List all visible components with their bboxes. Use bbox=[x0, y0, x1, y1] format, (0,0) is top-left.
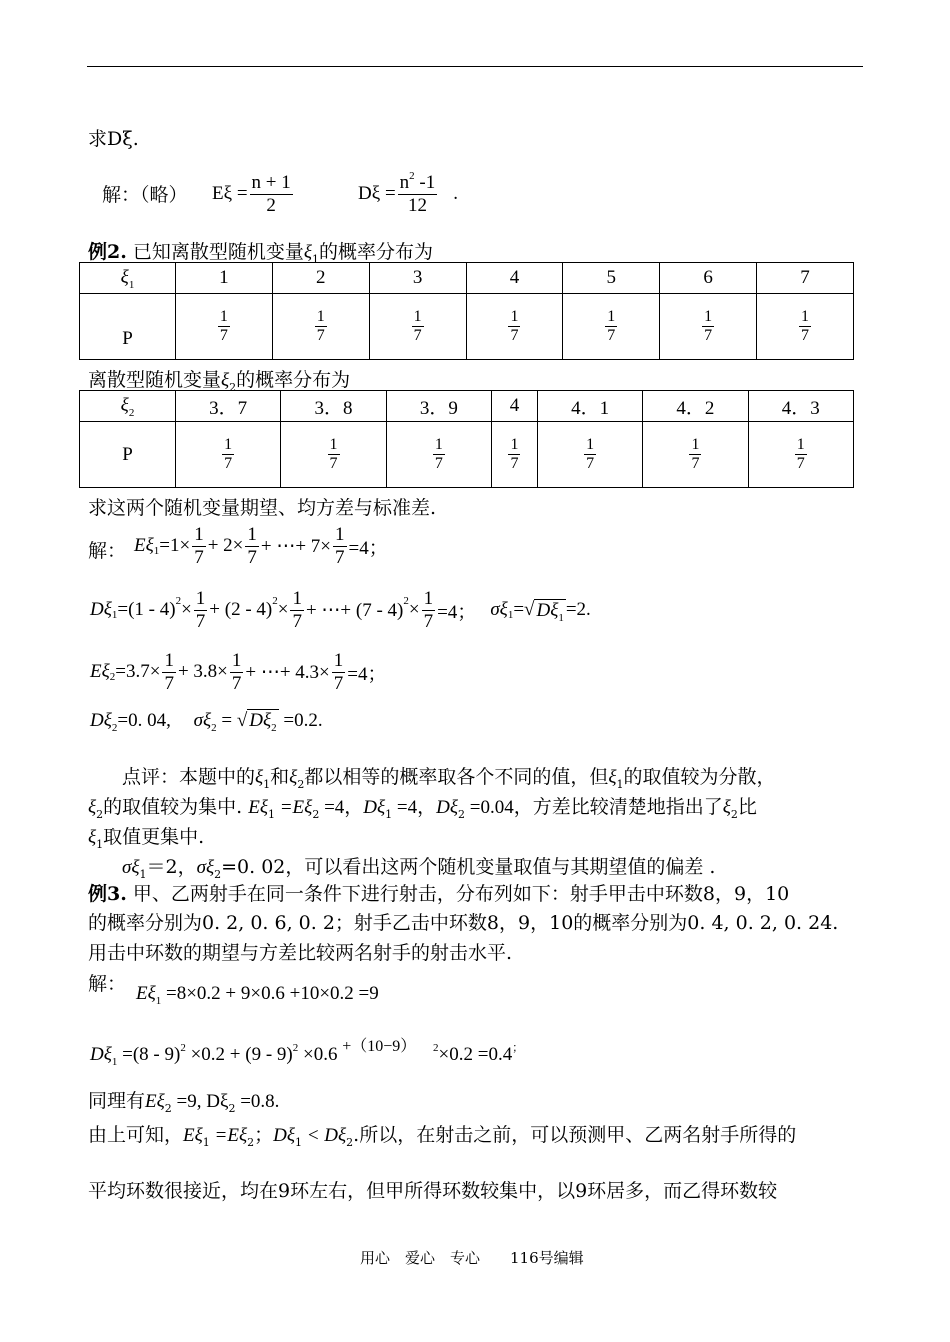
table1-value: 7 bbox=[757, 263, 854, 294]
table2-value: 3．8 bbox=[281, 391, 386, 422]
table1-prob-row bbox=[80, 294, 854, 360]
comment-line-3: $\xi_1$取值更集中. bbox=[88, 826, 205, 851]
eq-variance-2: $D\xi_2=0$. 04, $\sigma\xi_2$ = √ $D\xi_2 =0.2$. bbox=[90, 710, 323, 734]
table1-prob: $\frac{1}{7}$ bbox=[369, 294, 466, 360]
ex2-heading: 例2. 已知离散型随机变量$\xi_1$的概率分布为 bbox=[88, 241, 434, 266]
table1-value: 5 bbox=[563, 263, 660, 294]
comment-line-2: $\xi_2$的取值较为集中. $E\xi_1 =E\xi_2 =4$，$D\xi_1 =4$，$D\xi_2 =0.04$，方差比较清楚地指出了$\xi_2$比 bbox=[88, 796, 757, 821]
table2-prob: $\frac{1}{7}$ bbox=[281, 422, 386, 488]
table2-head: $\xi_2$ bbox=[80, 391, 176, 422]
ex3-variance: $D\xi_1 =(8 - 9)^2 \times 0.2 + (9 - 9)^2 \times 0.6$ $^{+(10-9)}$ $^2$×0.2 =0.4； bbox=[90, 1038, 524, 1068]
ex3-similarly: 同理有$E\xi_2 =9$, $D\xi_2 =0.8$. bbox=[88, 1090, 280, 1115]
ex3-line-1: 例3. 甲、乙两射手在同一条件下进行射击，分布列如下：射手甲击中环数8，9，10 bbox=[88, 883, 790, 905]
table2-value: 3．7 bbox=[176, 391, 281, 422]
ex3-solution-label: 解： bbox=[88, 973, 127, 995]
table1-head: $\xi_1$ bbox=[80, 263, 176, 294]
page-footer: 用心 爱心 专心 116号编辑 bbox=[360, 1249, 584, 1267]
distribution-table-1 bbox=[79, 262, 854, 360]
ex3-last-line: 平均环数很接近，均在9环左右，但甲所得环数较集中，以9环居多，而乙得环数较 bbox=[88, 1180, 778, 1202]
table2-p-label: P bbox=[80, 422, 176, 488]
table2-value: 3．9 bbox=[386, 391, 491, 422]
header-rule bbox=[87, 66, 863, 67]
eq-expectation-2: Eξ 2 =3.7× $\frac{1}{7}$ + 3.8× $\frac{1}{7}$ + ⋯+ 4.3× $\frac{1}{7}$ =4； bbox=[90, 650, 387, 694]
table2-prob: $\frac{1}{7}$ bbox=[492, 422, 538, 488]
table2-value: 4．2 bbox=[643, 391, 748, 422]
table1-value-row bbox=[80, 263, 854, 294]
table1-value: 2 bbox=[272, 263, 369, 294]
table2-value-row bbox=[80, 391, 854, 422]
eq-variance-1: Dξ 1 =(1 - 4) 2 × $\frac{1}{7}$ + (2 - 4) 2 × $\frac{1}{7}$ + ⋯+ (7 - 4) 2 × $\frac{1}{7}$ =4； σξ 1 = √ $D\xi_1$ =2. bbox=[90, 588, 591, 632]
distribution-table-2 bbox=[79, 390, 854, 488]
ex3-conclusion: 由上可知，$E\xi_1 =E\xi_2$；$D\xi_1 < D\xi_2$.所以，在射击之前，可以预测甲、乙两名射手所得的 bbox=[88, 1124, 797, 1149]
intro-expectation: Eξ = $\frac{n + 1}{2}$ bbox=[212, 172, 291, 216]
comment-line-1: 点评：本题中的$\xi_1$和$\xi_2$都以相等的概率取各个不同的值，但$\xi_1$的取值较为分散， bbox=[122, 766, 776, 791]
ex2-ask: 求这两个随机变量期望、均方差与标准差. bbox=[88, 497, 437, 519]
table2-value: 4 bbox=[492, 391, 538, 422]
table2-value: 4．3 bbox=[748, 391, 853, 422]
table1-value: 3 bbox=[369, 263, 466, 294]
table2-prob: $\frac{1}{7}$ bbox=[537, 422, 642, 488]
table2-value: 4．1 bbox=[537, 391, 642, 422]
intro-ask: 求Dξ. bbox=[88, 128, 139, 150]
table2-prob-row bbox=[80, 422, 854, 488]
table2-prob: $\frac{1}{7}$ bbox=[386, 422, 491, 488]
intro-solution-label: 解：（略） bbox=[102, 184, 188, 206]
table1-prob: $\frac{1}{7}$ bbox=[757, 294, 854, 360]
table2-prob: $\frac{1}{7}$ bbox=[748, 422, 853, 488]
table1-value: 1 bbox=[176, 263, 273, 294]
comment-line-4: $\sigma\xi_1=2$，$\sigma\xi_2=0$. 02，可以看出这两个随机变量取值与其期望值的偏差 . bbox=[122, 856, 716, 881]
ex2-second-heading: 离散型随机变量$\xi_2$的概率分布为 bbox=[88, 369, 351, 394]
table1-prob: $\frac{1}{7}$ bbox=[272, 294, 369, 360]
table2-prob: $\frac{1}{7}$ bbox=[643, 422, 748, 488]
table1-p-label: P bbox=[80, 294, 176, 360]
table1-prob: $\frac{1}{7}$ bbox=[176, 294, 273, 360]
intro-variance: Dξ = $\frac{n^2 -1}{12}$ . bbox=[358, 170, 458, 216]
ex3-expectation: $E\xi_1 =8\times 0.2 + 9\times 0.6 +10\times 0.2 =9$ bbox=[136, 983, 379, 1007]
eq-expectation-1: Eξ 1 =1× $\frac{1}{7}$ + 2× $\frac{1}{7}$ + ⋯+ 7× $\frac{1}{7}$ =4； bbox=[134, 524, 388, 568]
ex3-line-2: 的概率分别为0. 2, 0. 6, 0. 2；射手乙击中环数8，9，10的概率分别为0. 4, 0. 2, 0. 24. bbox=[88, 912, 839, 934]
ex3-line-3: 用击中环数的期望与方差比较两名射手的射击水平. bbox=[88, 942, 513, 964]
table2-prob: $\frac{1}{7}$ bbox=[176, 422, 281, 488]
table1-prob: $\frac{1}{7}$ bbox=[563, 294, 660, 360]
table1-value: 6 bbox=[660, 263, 757, 294]
ex2-solution-label: 解： bbox=[88, 540, 127, 562]
table1-prob: $\frac{1}{7}$ bbox=[466, 294, 563, 360]
table1-value: 4 bbox=[466, 263, 563, 294]
table1-prob: $\frac{1}{7}$ bbox=[660, 294, 757, 360]
